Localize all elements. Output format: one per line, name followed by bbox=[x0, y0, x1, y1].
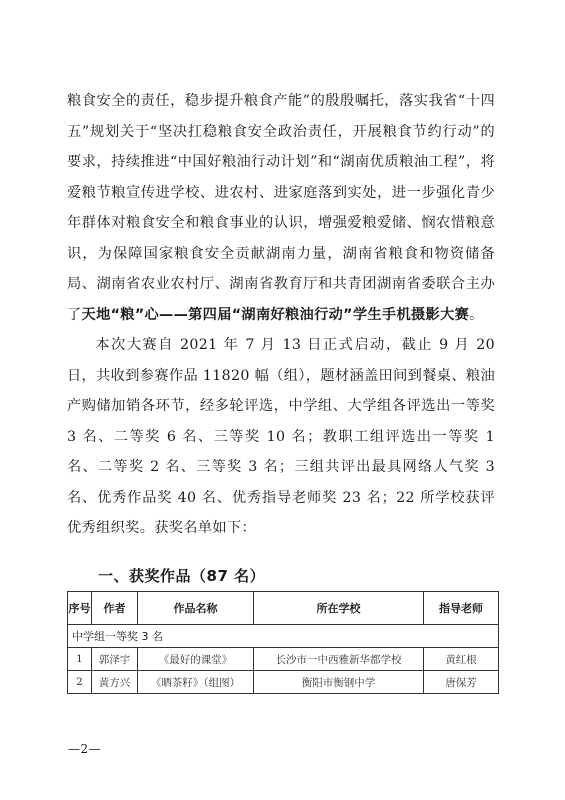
paragraph-1 bbox=[67, 86, 495, 330]
paragraph-2: 本次大赛自 2021 年 7 月 13 日正式启动，截止 9 月 20 日，共收到参赛作品 11820 幅（组），题材涵盖田间到餐桌、粮油产购储加销各环节，经多轮评选，中学组、大学组各评选出一等奖 3 名、二等奖 6 名、三等奖 10 名；教职工组评选出一等奖 1 名、二等奖 2 名、三等奖 3 名；三组共评出最具网络人气奖 3 名、优秀作品奖 40 名、优秀指导老师奖 23 名；22 所学校获评优秀组织奖。获奖名单如下： bbox=[67, 337, 495, 536]
awards-table bbox=[67, 591, 499, 694]
paragraph-1-text: 粮食安全的责任，稳步提升粮食产能”的殷殷嘱托，落实我省“十四五”规划关于“坚决扛稳粮食安全政治责任，开展粮食节约行动”的要求，持续推进“中国好粮油行动计划”和“湖南优质粮油工程”，将爱粮节粮宣传进学校、进农村、进家庭落到实处，进一步强化青少年群体对粮食安全和粮食事业的认识，增强爱粮爱储、悯农惜粮意识，为保障国家粮食安全贡献湖南力量，湖南省粮食和物资储备局、湖南省农业农村厅、湖南省教育厅和共青团湖南省委联合主办了 bbox=[67, 93, 495, 323]
table-row bbox=[68, 671, 499, 694]
row-work: 《晒茶籽》（组图） bbox=[138, 671, 254, 694]
group-row bbox=[68, 625, 499, 648]
header-teacher: 指导老师 bbox=[424, 592, 499, 625]
section-title: 一、获奖作品（87 名） bbox=[98, 567, 266, 585]
table-row bbox=[68, 648, 499, 671]
header-seq: 序号 bbox=[68, 592, 92, 625]
header-school: 所在学校 bbox=[254, 592, 424, 625]
table-header-row bbox=[68, 592, 499, 625]
row-school: 长沙市一中西雅新华都学校 bbox=[254, 648, 424, 671]
page-number: —2— bbox=[68, 742, 102, 756]
row-seq: 1 bbox=[68, 648, 92, 671]
row-author: 黄方兴 bbox=[92, 671, 138, 694]
row-author: 郭泽宇 bbox=[92, 648, 138, 671]
group-label: 中学组一等奖 3 名 bbox=[68, 625, 499, 648]
row-teacher: 黄红根 bbox=[424, 648, 499, 671]
row-work: 《最好的课堂》 bbox=[138, 648, 254, 671]
header-work: 作品名称 bbox=[138, 592, 254, 625]
contest-name: 天地“粮”心——第四届“湖南好粮油行动”学生手机摄影大赛 bbox=[81, 306, 470, 323]
body-text bbox=[67, 86, 495, 544]
header-author: 作者 bbox=[92, 592, 138, 625]
row-teacher: 唐保芳 bbox=[424, 671, 499, 694]
row-school: 衡阳市衡钢中学 bbox=[254, 671, 424, 694]
paragraph-1-end: 。 bbox=[469, 306, 484, 323]
row-seq: 2 bbox=[68, 671, 92, 694]
